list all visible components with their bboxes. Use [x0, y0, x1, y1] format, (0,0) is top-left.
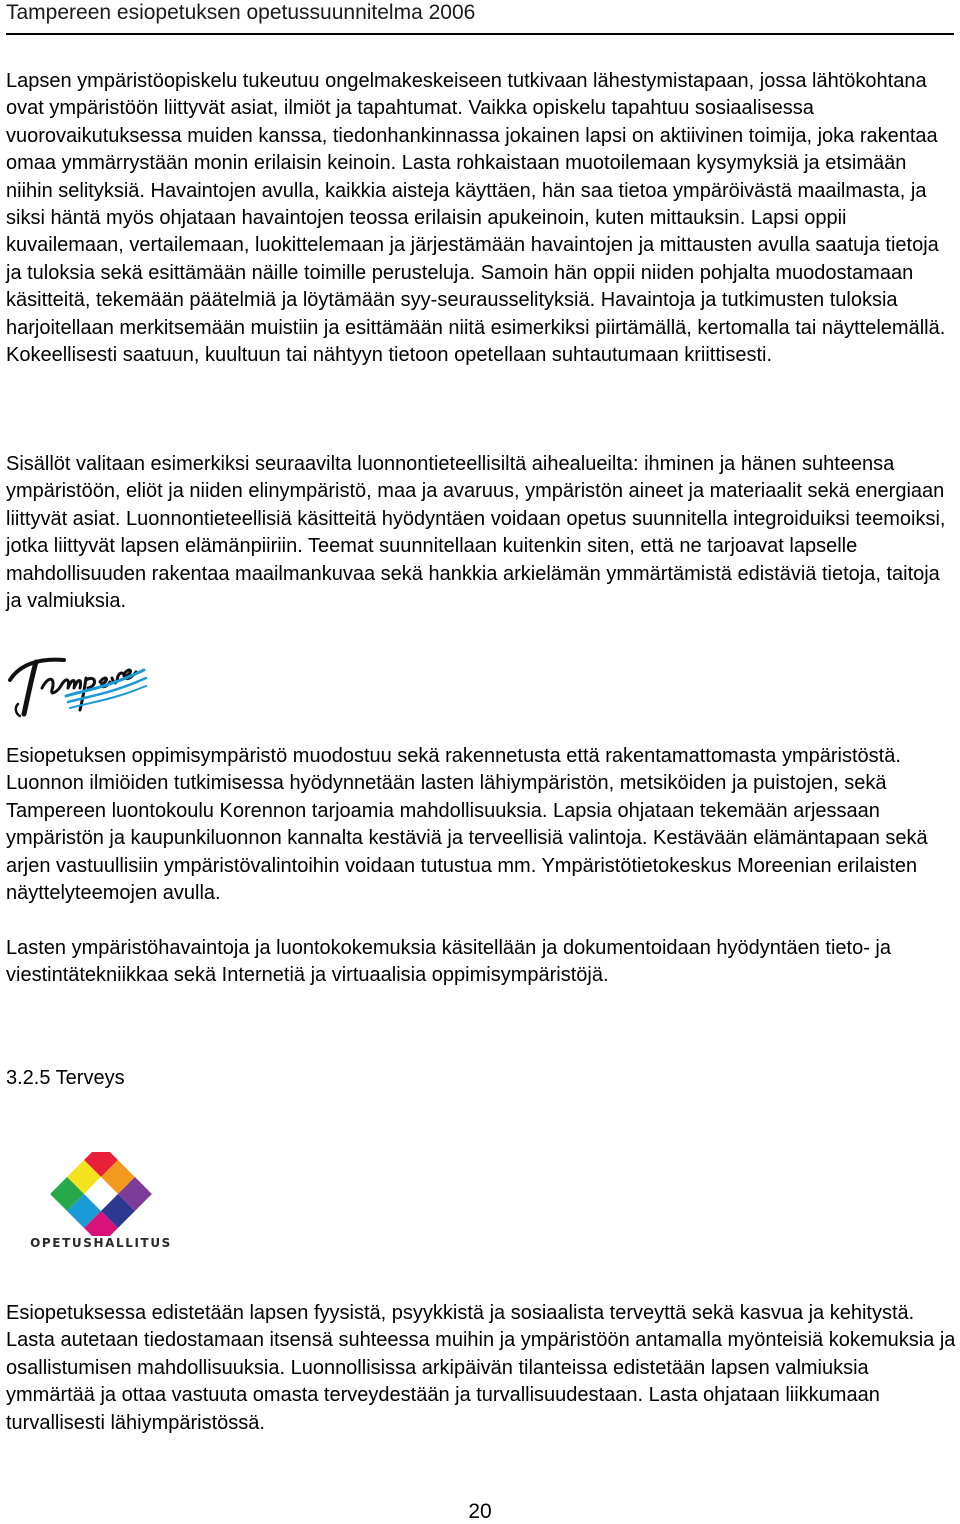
paragraph-health: Esiopetuksessa edistetään lapsen fyysistä, psyykkistä ja sosiaalista terveyttä sekä kasvua ja kehitystä. Lasta autetaan tiedostamaan itsensä suhteessa muihin ja ympäristöön antamalla myönteisiä kokemuksia ja osallistumisen mahdollisuuksia. Luonnollisissa arkipäivän tilanteissa edistetään lapsen valmiuksia ymmärtää ja ottaa vastuuta omasta terveydestään ja turvallisuudestaan. Lasta ohjataan liikkumaan turvallisesti lähiympäristössä. [6, 1302, 956, 1434]
opetushallitus-logo [28, 1152, 174, 1256]
paragraph-environment-study: Lapsen ympäristöopiskelu tukeutuu ongelmakeskeiseen tutkivaan lähestymistapaan, jossa lähtökohtana ovat ympäristöön liittyvät asiat, ilmiöt ja tapahtumat. Vaikka opiskelu tapahtuu sosiaalisessa vuorovaikutuksessa muiden kanssa, tiedonhankinnassa jokainen lapsi on aktiivinen toimija, joka rakentaa omaa ymmärrystään monin erilaisin keinoin. Lasta rohkaistaan muotoilemaan kysymyksiä ja etsimään niihin selityksiä. Havaintojen avulla, kaikkia aisteja käyttäen, hän saa tietoa ympäröivästä maailmasta, ja siksi häntä myös ohjataan havaintojen teossa erilaisin apukeinoin, kuten mittauksin. Lapsi oppii kuvailemaan, vertailemaan, luokittelemaan ja järjestämään havaintojen ja mittausten avulla saatuja tietoja ja tuloksia sekä esittämään näille toimille perusteluja. Samoin hän oppii niiden pohjalta muodostamaan käsitteitä, tekemään päätelmiä ja löytämään syy-seurausselityksiä. Havaintoja ja tutkimusten tuloksia harjoitellaan merkitsemään muistiin ja esittämään niitä esimerkiksi piirtämällä, kertomalla tai näyttelemällä. Kokeellisesti saatuun, kuultuun tai nähtyyn tietoon opetellaan suhtautumaan kriittisesti. [6, 70, 946, 367]
paragraph-documentation: Lasten ympäristöhavaintoja ja luontokokemuksia käsitellään ja dokumentoidaan hyödyntäen tieto- ja viestintätekniikkaa sekä Internetiä ja virtuaalisia oppimisympäristöjä. [6, 937, 891, 987]
tampere-logo [6, 640, 148, 720]
opetushallitus-diamond-logo-icon [28, 1152, 174, 1236]
tampere-script-logo-icon [6, 640, 148, 720]
paragraph-learning-environment: Esiopetuksen oppimisympäristö muodostuu sekä rakennetusta että rakentamattomasta ympäristöstä. Luonnon ilmiöiden tutkimisessa hyödynnetään lasten lähiympäristön, metsiköiden ja puistojen, sekä Tampereen luontokoulu Korennon tarjoamia mahdollisuuksia. Lapsia ohjataan tekemään arjessaan ympäristön ja kaupunkiluonnon kannalta kestäviä ja terveellisiä valintoja. Kestävään elämäntapaan sekä arjen vastuullisiin ympäristövalintoihin voidaan tutustua mm. Ympäristötietokeskus Moreenian erilaisten näyttelyteemojen avulla. [6, 745, 928, 905]
header-rule [6, 33, 954, 35]
page-header: Tampereen esiopetuksen opetussuunnitelma 2006 [6, 1, 476, 24]
opetushallitus-wordmark: OPETUSHALLITUS [30, 1236, 172, 1250]
page-number: 20 [468, 1500, 492, 1523]
section-heading-terveys: 3.2.5 Terveys [6, 1067, 125, 1089]
paragraph-content-selection: Sisällöt valitaan esimerkiksi seuraavilta luonnontieteellisiltä aihealueilta: ihminen ja hänen suhteensa ympäristöön, eliöt ja niiden elinympäristö, maa ja avaruus, ympäristön aineet ja materiaalit sekä energiaan liittyvät asiat. Luonnontieteellisiä käsitteitä hyödyntäen voidaan opetus suunnitella integroiduiksi teemoiksi, jotka liittyvät lapsen elämänpiiriin. Teemat suunnitellaan kuitenkin siten, että ne tarjoavat lapselle mahdollisuuden rakentaa maailmankuvaa sekä hankkia arkielämän ymmärtämistä edistäviä tietoja, taitoja ja valmiuksia. [6, 453, 946, 613]
